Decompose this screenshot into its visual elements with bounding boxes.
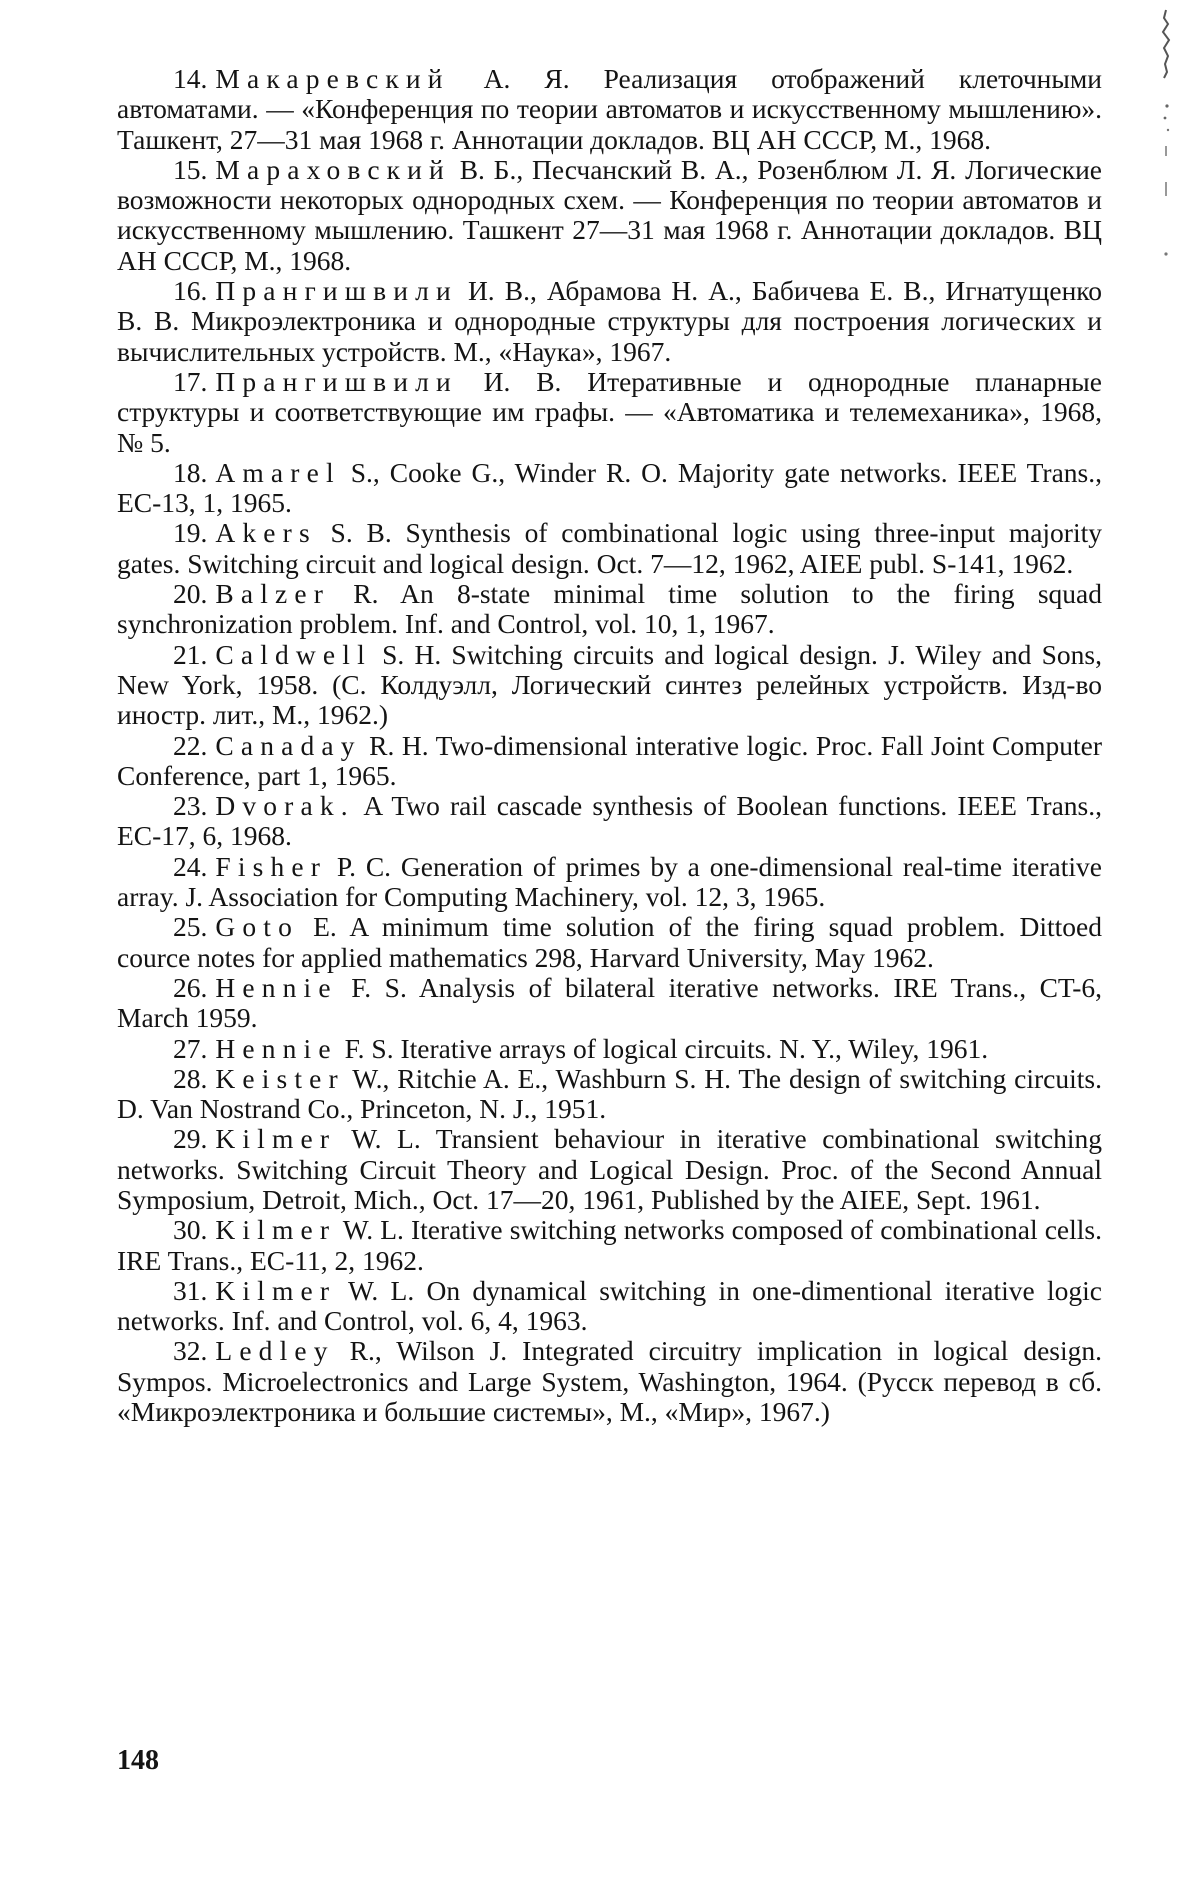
reference-item xyxy=(117,852,1102,913)
reference-number: 28. xyxy=(173,1062,208,1094)
reference-author: Hennie xyxy=(215,1032,338,1064)
reference-item xyxy=(117,1215,1102,1276)
reference-text: W. L. On dynamical switching in one-dimentional iterative logic networks. Inf. and Control, vol. 6, 4, 1963. xyxy=(117,1274,1102,1337)
reference-text: S. H. Switching circuits and logical design. J. Wiley and Sons, New York, 1958. (С. Колдуэлл, Логический синтез релейных устройств. Изд-во иностр. лит., М., 1962.) xyxy=(117,638,1102,731)
reference-text: И. В. Итеративные и однородные планарные структуры и соответствующие им графы. — «Автоматика и телемеханика», 1968, № 5. xyxy=(117,365,1102,458)
reference-text: R., Wilson J. Integrated circuitry implication in logical design. Sympos. Microelectronics and Large System, Washington, 1964. (Русск перевод в сб. «Микроэлектроника и большие системы», М., «Мир», 1967.) xyxy=(117,1335,1102,1428)
reference-text: A Two rail cascade synthesis of Boolean functions. IEEE Trans., EC-17, 6, 1968. xyxy=(117,790,1102,852)
reference-number: 15. xyxy=(173,153,208,185)
reference-list xyxy=(117,64,1102,1427)
reference-number: 18. xyxy=(173,456,208,488)
reference-number: 26. xyxy=(173,971,208,1003)
reference-item xyxy=(117,458,1102,519)
reference-number: 17. xyxy=(173,365,208,397)
reference-number: 30. xyxy=(173,1214,208,1246)
reference-number: 29. xyxy=(173,1123,208,1155)
reference-text: R. An 8-state minimal time solution to the firing squad synchronization problem. Inf. and Control, vol. 10, 1, 1967. xyxy=(117,578,1102,640)
reference-number: 19. xyxy=(173,517,208,549)
reference-author: Balzer xyxy=(215,578,331,610)
page-number: 148 xyxy=(117,1745,159,1776)
reference-item xyxy=(117,1276,1102,1337)
reference-item xyxy=(117,912,1102,973)
reference-number: 31. xyxy=(173,1274,208,1306)
reference-item xyxy=(117,1034,1102,1064)
reference-text: В. Б., Песчанский В. А., Розенблюм Л. Я. Логические возможности некоторых однородных схем. — Конференция по теории автоматов и искусственному мышлению. Ташкент 27—31 мая 1968 г. Аннотации докладов. ВЦ АН СССР, М., 1968. xyxy=(117,153,1102,276)
reference-author: Canaday xyxy=(215,729,362,761)
reference-item xyxy=(117,64,1102,155)
reference-text: F. S. Analysis of bilateral iterative networks. IRE Trans., CT-6, March 1959. xyxy=(117,971,1102,1034)
reference-item xyxy=(117,973,1102,1034)
reference-number: 21. xyxy=(173,638,208,670)
reference-text: W. L. Iterative switching networks composed of combinational cells. IRE Trans., EC-11, 2, 1962. xyxy=(117,1214,1102,1276)
margin-scribble-mark xyxy=(1158,6,1174,261)
reference-text: W. L. Transient behaviour in iterative combinational switching networks. Switching Circuit Theory and Logical Design. Proc. of the Second Annual Symposium, Detroit, Mich., Oct. 17—20, 1961, Published by the AIEE, Sept. 1961. xyxy=(117,1123,1102,1215)
reference-number: 23. xyxy=(173,790,208,822)
reference-text: S. B. Synthesis of combinational logic using three-input majority gates. Switching circuit and logical design. Oct. 7—12, 1962, AIEE publ. S-141, 1962. xyxy=(117,517,1102,579)
reference-item xyxy=(117,731,1102,792)
reference-author: Fisher xyxy=(215,850,328,882)
reference-number: 32. xyxy=(173,1335,208,1367)
reference-number: 22. xyxy=(173,729,208,761)
reference-item xyxy=(117,1124,1102,1215)
reference-text: И. В., Абрамова Н. А., Бабичева Е. В., Игнатущенко В. В. Микроэлектроника и однородные структуры для построения логических и вычислительных устройств. М., «Наука», 1967. xyxy=(117,275,1102,367)
reference-author: Прангишвили xyxy=(215,275,458,307)
reference-item xyxy=(117,791,1102,852)
reference-author: Мараховский xyxy=(215,153,451,185)
reference-text: R. H. Two-dimensional interative logic. Proc. Fall Joint Computer Conference, part 1, 1965. xyxy=(117,729,1102,791)
reference-item xyxy=(117,367,1102,458)
reference-author: Dvorak. xyxy=(215,790,355,822)
reference-item xyxy=(117,1064,1102,1125)
reference-author: Amarel xyxy=(215,456,341,488)
reference-author: Goto xyxy=(215,911,299,943)
reference-number: 20. xyxy=(173,578,208,610)
reference-number: 14. xyxy=(173,63,208,94)
reference-text: S., Cooke G., Winder R. O. Majority gate networks. IEEE Trans., EC-13, 1, 1965. xyxy=(117,456,1102,519)
reference-item xyxy=(117,579,1102,640)
reference-author: Akers xyxy=(215,517,317,549)
reference-text: P. C. Generation of primes by a one-dimensional real-time iterative array. J. Association for Computing Machinery, vol. 12, 3, 1965. xyxy=(117,850,1102,913)
reference-author: Hennie xyxy=(215,971,338,1003)
reference-number: 25. xyxy=(173,911,208,943)
reference-item xyxy=(117,1336,1102,1427)
reference-number: 16. xyxy=(173,275,208,307)
reference-text: А. Я. Реализация отображений клеточными автоматами. — «Конференция по теории автоматов и искусственному мышлению». Ташкент, 27—31 мая 1968 г. Аннотации докладов. ВЦ АН СССР, М., 1968. xyxy=(117,63,1102,155)
reference-author: Caldwell xyxy=(215,638,372,670)
reference-text: F. S. Iterative arrays of logical circuits. N. Y., Wiley, 1961. xyxy=(337,1032,989,1064)
reference-author: Прангишвили xyxy=(215,365,458,397)
reference-number: 27. xyxy=(173,1032,208,1064)
reference-author: Kilmer xyxy=(215,1123,337,1155)
reference-author: Макаревский xyxy=(215,63,450,94)
reference-author: Kilmer xyxy=(215,1274,337,1306)
reference-author: Kilmer xyxy=(215,1214,337,1246)
reference-item xyxy=(117,518,1102,579)
reference-author: Ledley xyxy=(215,1335,335,1367)
reference-number: 24. xyxy=(173,850,208,882)
reference-author: Keister xyxy=(215,1062,345,1094)
reference-item xyxy=(117,276,1102,367)
reference-text: W., Ritchie A. E., Washburn S. H. The design of switching circuits. D. Van Nostrand Co., Princeton, N. J., 1951. xyxy=(117,1062,1102,1125)
reference-text: E. A minimum time solution of the firing squad problem. Dittoed cource notes for applied mathematics 298, Harvard University, May 1962. xyxy=(117,911,1102,973)
reference-item xyxy=(117,155,1102,276)
reference-item xyxy=(117,640,1102,731)
